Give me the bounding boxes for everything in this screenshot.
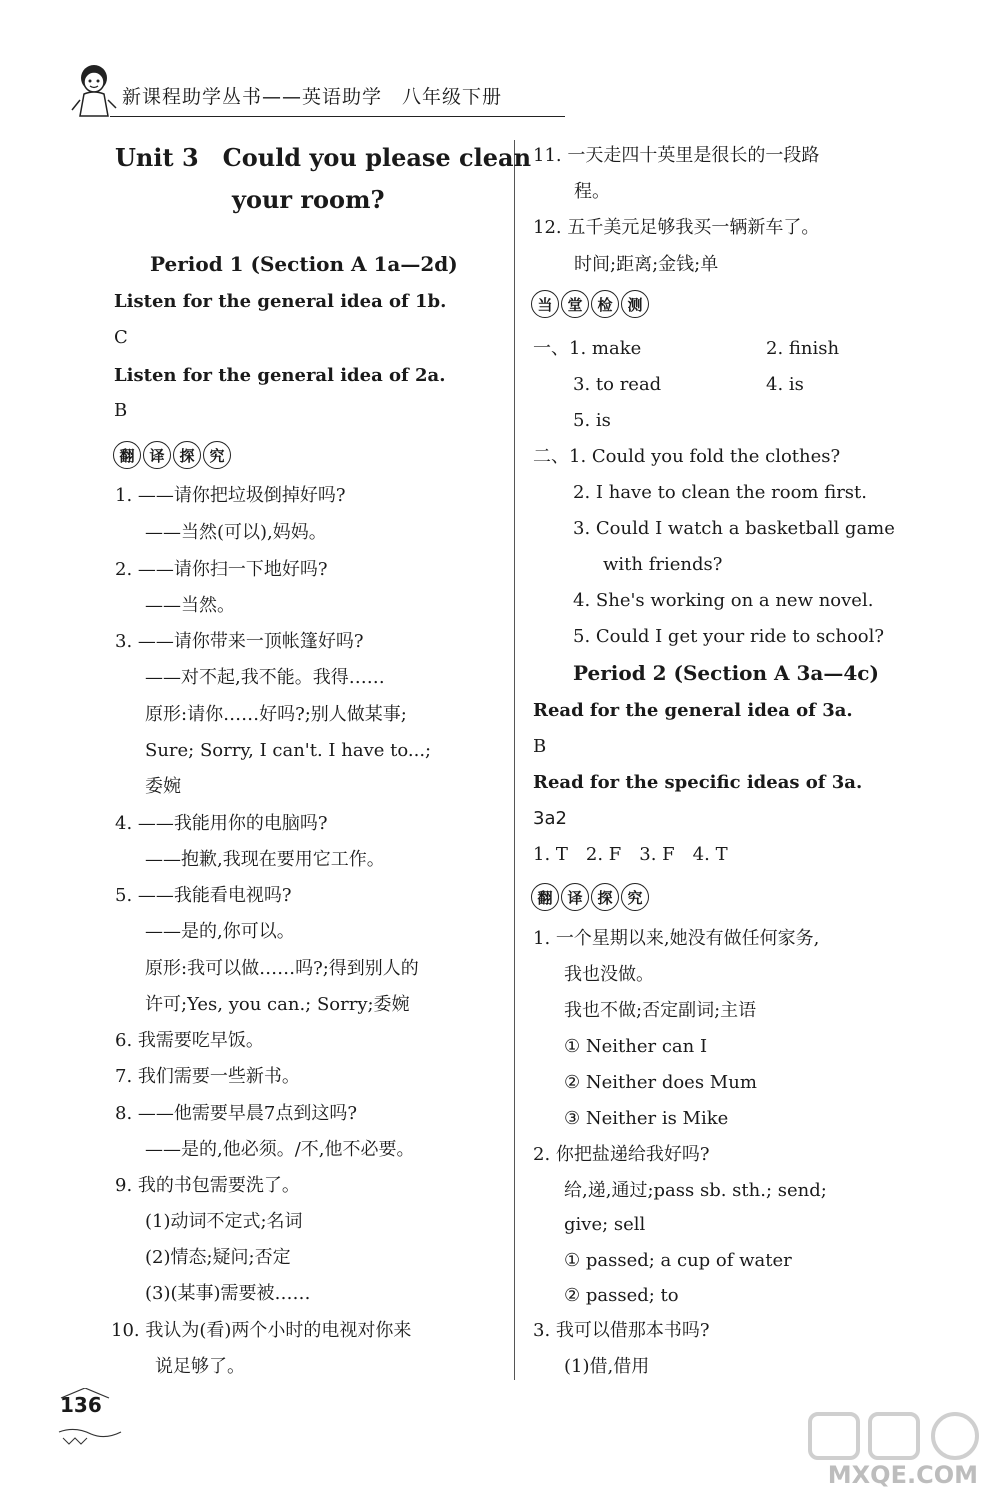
check-answer: 4. is: [766, 374, 804, 395]
page-number: 136: [60, 1393, 102, 1417]
answer-line: (1)动词不定式;名词: [145, 1211, 303, 1232]
badge-char: 翻: [113, 441, 141, 469]
section-badge-translation: [113, 441, 231, 471]
answer-line: 3. ——请你带来一顶帐篷好吗?: [115, 631, 364, 652]
answer-line: 4. ——我能用你的电脑吗?: [115, 813, 328, 834]
answer-line: 原形:我可以做……吗?;得到别人的: [145, 958, 419, 979]
unit-title-line-1: Unit 3 Could you please clean: [115, 143, 532, 172]
answer-line: 8. ——他需要早晨7点到这吗?: [115, 1103, 357, 1124]
answer-line: 给,递,通过;pass sb. sth.; send;: [564, 1180, 827, 1201]
answer-line: ——是的,他必须。/不,他不必要。: [145, 1139, 415, 1160]
answer-line: ① Neither can I: [564, 1036, 708, 1057]
answer-line: ——抱歉,我现在要用它工作。: [145, 849, 385, 870]
answer-line: ——当然(可以),妈妈。: [145, 522, 327, 543]
answer-line: 12. 五千美元足够我买一辆新车了。: [533, 217, 820, 238]
answer-line: give; sell: [564, 1214, 646, 1235]
answer-line: 我也不做;否定副词;主语: [564, 1000, 757, 1021]
answer-line: ③ Neither is Mike: [564, 1108, 729, 1129]
badge-char: 译: [561, 883, 589, 911]
check-answer: 二、1. Could you fold the clothes?: [533, 446, 841, 467]
answer-line: 6. 我需要吃早饭。: [115, 1030, 264, 1051]
answer-line: 9. 我的书包需要洗了。: [115, 1175, 300, 1196]
answer-line: 1. ——请你把垃圾倒掉好吗?: [115, 485, 346, 506]
true-false-answers: 1. T 2. F 3. F 4. T: [533, 844, 728, 865]
check-answer: 5. is: [573, 410, 611, 431]
listen-2a-prompt: Listen for the general idea of 2a.: [114, 365, 446, 386]
listen-1b-answer: C: [114, 327, 128, 348]
page-header: [70, 60, 565, 122]
answer-line: ——对不起,我不能。我得……: [145, 667, 385, 688]
check-answer: 一、1. make: [533, 338, 642, 359]
answer-line: 7. 我们需要一些新书。: [115, 1066, 300, 1087]
listen-1b-prompt: Listen for the general idea of 1b.: [114, 291, 447, 312]
check-answer: 4. She's working on a new novel.: [573, 590, 874, 611]
answer-line: 2. ——请你扫一下地好吗?: [115, 559, 328, 580]
period-2-heading: Period 2 (Section A 3a—4c): [573, 661, 879, 685]
sub-label: 3a2: [533, 808, 567, 829]
answer-line: 我也没做。: [564, 964, 654, 985]
answer-line: (3)(某事)需要被……: [145, 1283, 311, 1304]
check-answer: 5. Could I get your ride to school?: [573, 626, 885, 647]
badge-char: 测: [621, 290, 649, 318]
answer-line: ——是的,你可以。: [145, 921, 295, 942]
check-answer: 3. to read: [573, 374, 662, 395]
answer-line: 2. 你把盐递给我好吗?: [533, 1144, 710, 1165]
answer-line: 时间;距离;金钱;单: [574, 254, 719, 275]
badge-char: 译: [143, 441, 171, 469]
answer-line: ——当然。: [145, 595, 235, 616]
badge-char: 探: [591, 883, 619, 911]
badge-char: 堂: [561, 290, 589, 318]
header-rule: [110, 116, 565, 117]
unit-title-line-2: your room?: [232, 185, 385, 214]
answer-line: ② passed; to: [564, 1285, 679, 1306]
badge-char: 检: [591, 290, 619, 318]
watermark-text: MXQE.COM: [827, 1461, 978, 1489]
check-answer: 3. Could I watch a basketball game: [573, 518, 895, 539]
answer-line: 程。: [574, 181, 610, 202]
period-1-heading: Period 1 (Section A 1a—2d): [150, 252, 458, 276]
listen-2a-answer: B: [114, 400, 128, 421]
answer-line: Sure; Sorry, I can't. I have to...;: [145, 740, 432, 761]
answer-line: 委婉: [145, 776, 181, 797]
answer-line: ② Neither does Mum: [564, 1072, 757, 1093]
answer-line: 1. 一个星期以来,她没有做任何家务,: [533, 928, 820, 949]
column-divider: [514, 140, 515, 1380]
badge-char: 究: [621, 883, 649, 911]
answer-line: 说足够了。: [155, 1356, 245, 1377]
section-badge-class-test: [531, 290, 649, 320]
answer-line: ① passed; a cup of water: [564, 1250, 792, 1271]
read-3a-prompt: Read for the general idea of 3a.: [533, 700, 853, 721]
check-answer: 2. finish: [766, 338, 840, 359]
check-answer: 2. I have to clean the room first.: [573, 482, 867, 503]
series-title: 新课程助学丛书——英语助学 八年级下册: [122, 86, 503, 108]
badge-char: 探: [173, 441, 201, 469]
badge-char: 翻: [531, 883, 559, 911]
answer-line: 原形:请你……好吗?;别人做某事;: [145, 704, 407, 725]
girl-mascot-icon: [70, 60, 120, 122]
answer-line: 10. 我认为(看)两个小时的电视对你来: [111, 1320, 412, 1341]
answer-line: 3. 我可以借那本书吗?: [533, 1320, 710, 1341]
badge-char: 究: [203, 441, 231, 469]
answer-line: (2)情态;疑问;否定: [145, 1247, 291, 1268]
answer-line: 许可;Yes, you can.; Sorry;委婉: [145, 994, 410, 1015]
section-badge-translation-2: [531, 883, 649, 913]
check-answer: with friends?: [603, 554, 723, 575]
read-3a-answer: B: [533, 736, 547, 757]
read-3a-specific-prompt: Read for the specific ideas of 3a.: [533, 772, 863, 793]
badge-char: 当: [531, 290, 559, 318]
answer-line: 11. 一天走四十英里是很长的一段路: [533, 145, 820, 166]
answer-line: 5. ——我能看电视吗?: [115, 885, 292, 906]
answer-line: (1)借,借用: [564, 1356, 650, 1377]
